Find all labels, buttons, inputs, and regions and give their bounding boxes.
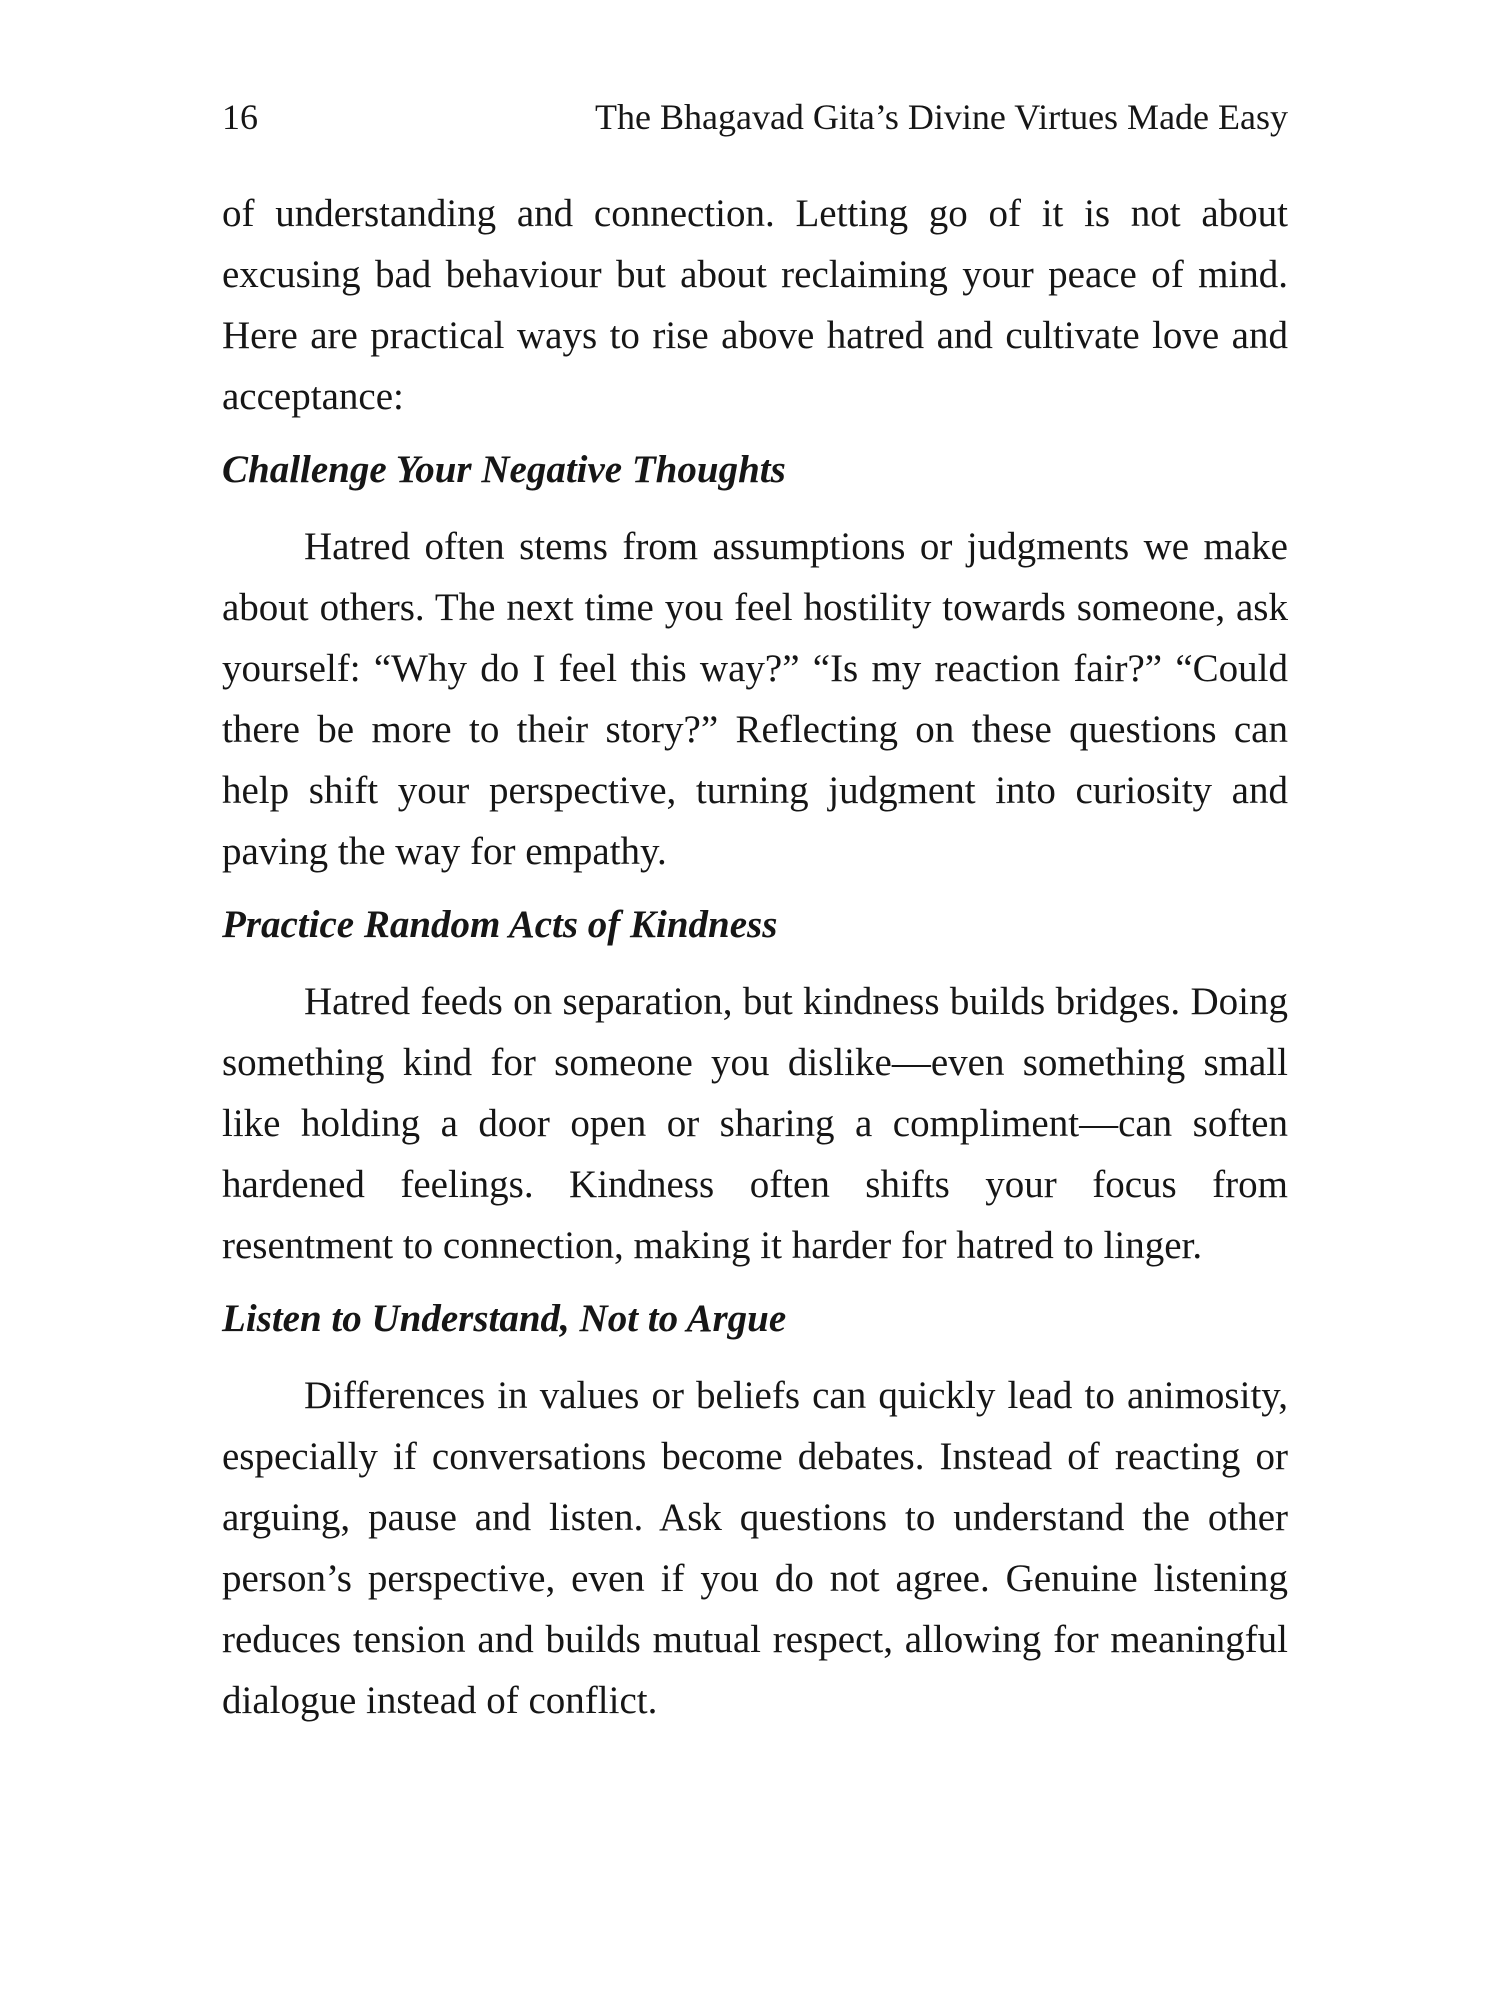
running-header [222,92,1288,142]
book-title: The Bhagavad Gita’s Divine Virtues Made Easy [595,97,1288,137]
intro-paragraph: of understanding and connection. Letting go of it is not about excusing bad behaviour but about reclaiming your peace of mind. Here are practical ways to rise above hatred and cultivate love and acceptance: [222,192,1288,418]
book-page [222,0,1288,2000]
section-heading-acts-of-kindness: Practice Random Acts of Kindness [222,903,778,946]
section-heading-challenge-thoughts: Challenge Your Negative Thoughts [222,448,786,491]
section-paragraph-listen-to-understand: Differences in values or beliefs can quickly lead to animosity, especially if conversations become debates. Instead of reacting or arguing, pause and listen. Ask questions to understand the other person’s perspective, even if you do not agree. Genuine listening reduces tension and builds mutual respect, allowing for meaningful dialogue instead of conflict. [222,1374,1288,1722]
page-content [222,183,1288,1731]
section-paragraph-acts-of-kindness: Hatred feeds on separation, but kindness builds bridges. Doing something kind for someone you dislike—even something small like holding a door open or sharing a compliment—can soften hardened feelings. Kindness often shifts your focus from resentment to connection, making it harder for hatred to linger. [222,980,1288,1267]
section-paragraph-challenge-thoughts: Hatred often stems from assumptions or judgments we make about others. The next time you feel hostility towards someone, ask yourself: “Why do I feel this way?” “Is my reaction fair?” “Could there be more to their story?” Reflecting on these questions can help shift your perspective, turning judgment into curiosity and paving the way for empathy. [222,525,1288,873]
page-number: 16 [222,97,258,137]
section-heading-listen-to-understand: Listen to Understand, Not to Argue [222,1297,787,1340]
